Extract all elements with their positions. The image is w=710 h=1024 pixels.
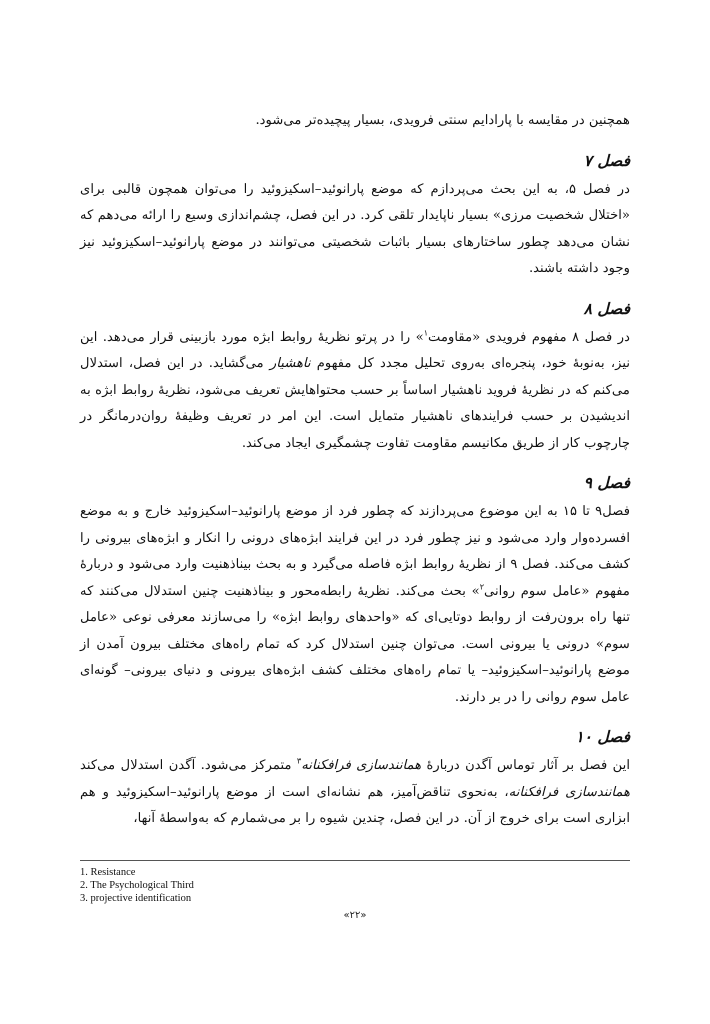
chapter-8-text-a: در فصل ۸ مفهوم فرویدی «مقاومت bbox=[428, 329, 630, 345]
footnote-ref-1: ۱ bbox=[423, 328, 428, 338]
footnote-2: 2. The Psychological Third bbox=[80, 880, 194, 891]
chapter-9-heading: فصل ۹ bbox=[583, 473, 630, 492]
chapter-7-paragraph: در فصل ۵، به این بحث می‌پردازم که موضع پارانوئید–اسکیزوئید را می‌توان همچون قالبی برای «اختلال شخصیت مرزی» بسیار ناپایدار تلقی کرد. در این فصل، چشم‌اندازی وسیع را ارائه می‌دهم که نشان می‌دهد چطور ساختارهای بسیار باثبات شخصیتی می‌توانند در موضع پارانوئید–اسکیزوئید نیز وجود داشته باشند. bbox=[80, 181, 630, 276]
footnote-ref-2: ۲ bbox=[479, 582, 484, 592]
chapter-8-emphasis: ناهشیار bbox=[269, 356, 311, 371]
chapter-10-text-b: متمرکز می‌شود. آگدن استدلال می‌کند bbox=[80, 758, 297, 773]
page-body bbox=[80, 108, 630, 833]
footnote-1: 1. Resistance bbox=[80, 867, 136, 878]
chapter-10-text-a: این فصل بر آثار توماس آگدن دربارهٔ bbox=[421, 758, 631, 773]
footnote-3: 3. projective identification bbox=[80, 893, 192, 904]
chapter-9-text-b: » بحث می‌کند. نظریهٔ رابطه‌محور و بیناذهنیت چنین استدلال می‌کنند که تنها راه برون‌رفت از روابط دوتایی‌ای که «واحدهای روابط ابژه» را می‌سازند معرفی نوعی «عامل سوم» درونی یا بیرونی است. می‌توان چنین استدلال کرد که تمام راه‌های مختلف بیرون آمدن از موضع پارانوئید–اسکیزوئید– یا تمام راه‌های مختلف کشف ابژه‌های بیرونی و دنیای بیرونی– گونه‌ای عامل سوم روانی را در بر دارند. bbox=[80, 583, 630, 705]
footnote-divider bbox=[80, 860, 630, 861]
footnote-ref-3: ۳ bbox=[296, 756, 302, 766]
chapter-10-heading: فصل ۱۰ bbox=[575, 727, 630, 746]
chapter-7-heading: فصل ۷ bbox=[583, 150, 630, 170]
footnotes bbox=[80, 866, 630, 905]
chapter-10-emphasis-1: همانندسازی فرافکنانه bbox=[301, 758, 422, 773]
chapter-9-text-a: فصل۹ تا ۱۵ به این موضوع می‌پردازند که چطور فرد از موضع پارانوئید–اسکیزوئید خارج و به موضع افسرده‌وار وارد می‌شود و نیز چطور فرد در این فرایند ابژه‌های درونی را انکار و ابژه‌های بیرونی را کشف می‌کند. فصل ۹ از نظریهٔ روابط ابژه فاصله می‌گیرد و به بحث بیناذهنیت وارد می‌شود و دربارهٔ مفهوم «عامل سوم روانی bbox=[80, 504, 630, 599]
chapter-8-paragraph bbox=[80, 325, 630, 458]
chapter-8-text-c: می‌گشاید. در این فصل، استدلال می‌کنم که در نظریهٔ فروید ناهشیار اساساً بر حسب محتواهایش تعریف می‌شود، نظریهٔ روابط ابژه به اندیشیدن بر حسب فرایندهای ناهشیار متمایل است. این امر در تعریف وظیفهٔ روان‌درمانگر در چارچوب کار از طریق مکانیسم مقاومت تفاوت چشمگیری ایجاد می‌کند. bbox=[80, 356, 630, 451]
chapter-10-text-c: ، به‌نحوی تناقض‌آمیز، هم نشانه‌ای است از موضع پارانوئید–اسکیزوئید و هم ابزاری است برای خروج از آن. در این فصل، چندین شیوه را بر می‌شمارم که به‌واسطهٔ آنها، bbox=[80, 784, 630, 826]
page-number: «۲۲» bbox=[343, 910, 367, 921]
chapter-10-emphasis-2: همانندسازی فرافکنانه bbox=[508, 784, 630, 800]
chapter-10-paragraph bbox=[80, 753, 630, 833]
intro-paragraph: همچنین در مقایسه با پارادایم سنتی فرویدی، بسیار پیچیده‌تر می‌شود. bbox=[255, 113, 630, 128]
chapter-8-text-b: » را در پرتو نظریهٔ روابط ابژه مورد بازبینی قرار می‌دهد. این نیز، به‌نوبهٔ خود، پنجره‌ای به‌روی تحلیل مجدد کل مفهوم bbox=[80, 329, 631, 371]
chapter-8-heading: فصل ۸ bbox=[583, 298, 630, 318]
chapter-9-paragraph bbox=[80, 499, 630, 711]
